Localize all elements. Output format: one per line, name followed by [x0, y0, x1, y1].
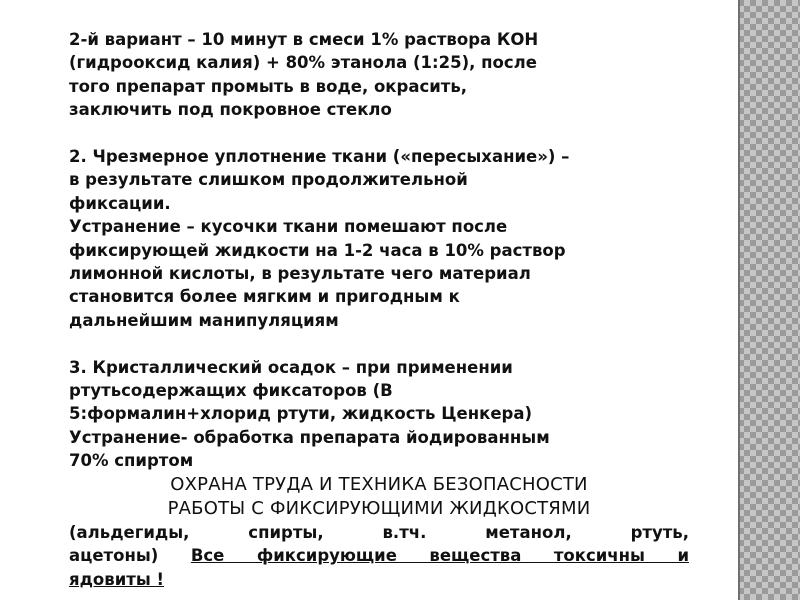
- safety-line-2: [69, 544, 689, 567]
- safety-line-2-plain: ацетоны): [69, 546, 191, 566]
- item-2-paragraph: [69, 145, 689, 332]
- toxic-warning-part-2: ядовиты !: [69, 569, 165, 589]
- item-2-line-5: фиксирующей жидкости на 1-2 часа в 10% раствор: [69, 240, 566, 260]
- variant-2-line-3: того препарат промыть в воде, окрасить,: [69, 76, 468, 96]
- item-2-line-1: 2. Чрезмерное уплотнение ткани («пересыхание») –: [69, 147, 570, 167]
- decorative-pattern-strip: [738, 0, 800, 600]
- item-2-line-7: становится более мягким и пригодным к: [69, 287, 460, 307]
- item-3-line-1: 3. Кристаллический осадок – при применении: [69, 357, 513, 377]
- safety-heading-line-1: ОХРАНА ТРУДА И ТЕХНИКА БЕЗОПАСНОСТИ: [170, 473, 588, 495]
- item-2-line-8: дальнейшим манипуляциям: [69, 310, 339, 330]
- item-3-line-5: 70% спиртом: [69, 451, 194, 471]
- item-3-paragraph: [69, 356, 689, 473]
- variant-2-line-1: 2-й вариант – 10 минут в смеси 1% раствора КОН: [69, 30, 539, 49]
- variant-2-line-2: (гидрооксид калия) + 80% этанола (1:25), после: [69, 53, 537, 73]
- item-2-line-6: лимонной кислоты, в результате чего материал: [69, 264, 531, 284]
- item-3-line-4: Устранение- обработка препарата йодированным: [69, 427, 550, 447]
- item-3-line-3: 5:формалин+хлорид ртути, жидкость Ценкера): [69, 404, 532, 424]
- safety-line-1: (альдегиды, спирты, в.тч. метанол, ртуть,: [69, 522, 689, 542]
- item-2-line-4: Устранение – кусочки ткани помешают после: [69, 217, 508, 237]
- item-2-line-3: фиксации.: [69, 193, 171, 213]
- item-2-line-2: в результате слишком продолжительной: [69, 170, 468, 190]
- item-3-line-2: ртутьсодержащих фиксаторов (В: [69, 381, 393, 401]
- safety-heading: [69, 473, 689, 521]
- safety-line-3: [69, 568, 689, 591]
- variant-2-line-4: заключить под покровное стекло: [69, 100, 392, 120]
- variant-2-paragraph: [69, 28, 689, 122]
- safety-heading-line-2: РАБОТЫ С ФИКСИРУЮЩИМИ ЖИДКОСТЯМИ: [167, 497, 591, 519]
- slide-text-block: [69, 28, 689, 591]
- toxic-warning-part-1: Все фиксирующие вещества токсичны и: [190, 546, 690, 566]
- safety-paragraph: [69, 521, 689, 591]
